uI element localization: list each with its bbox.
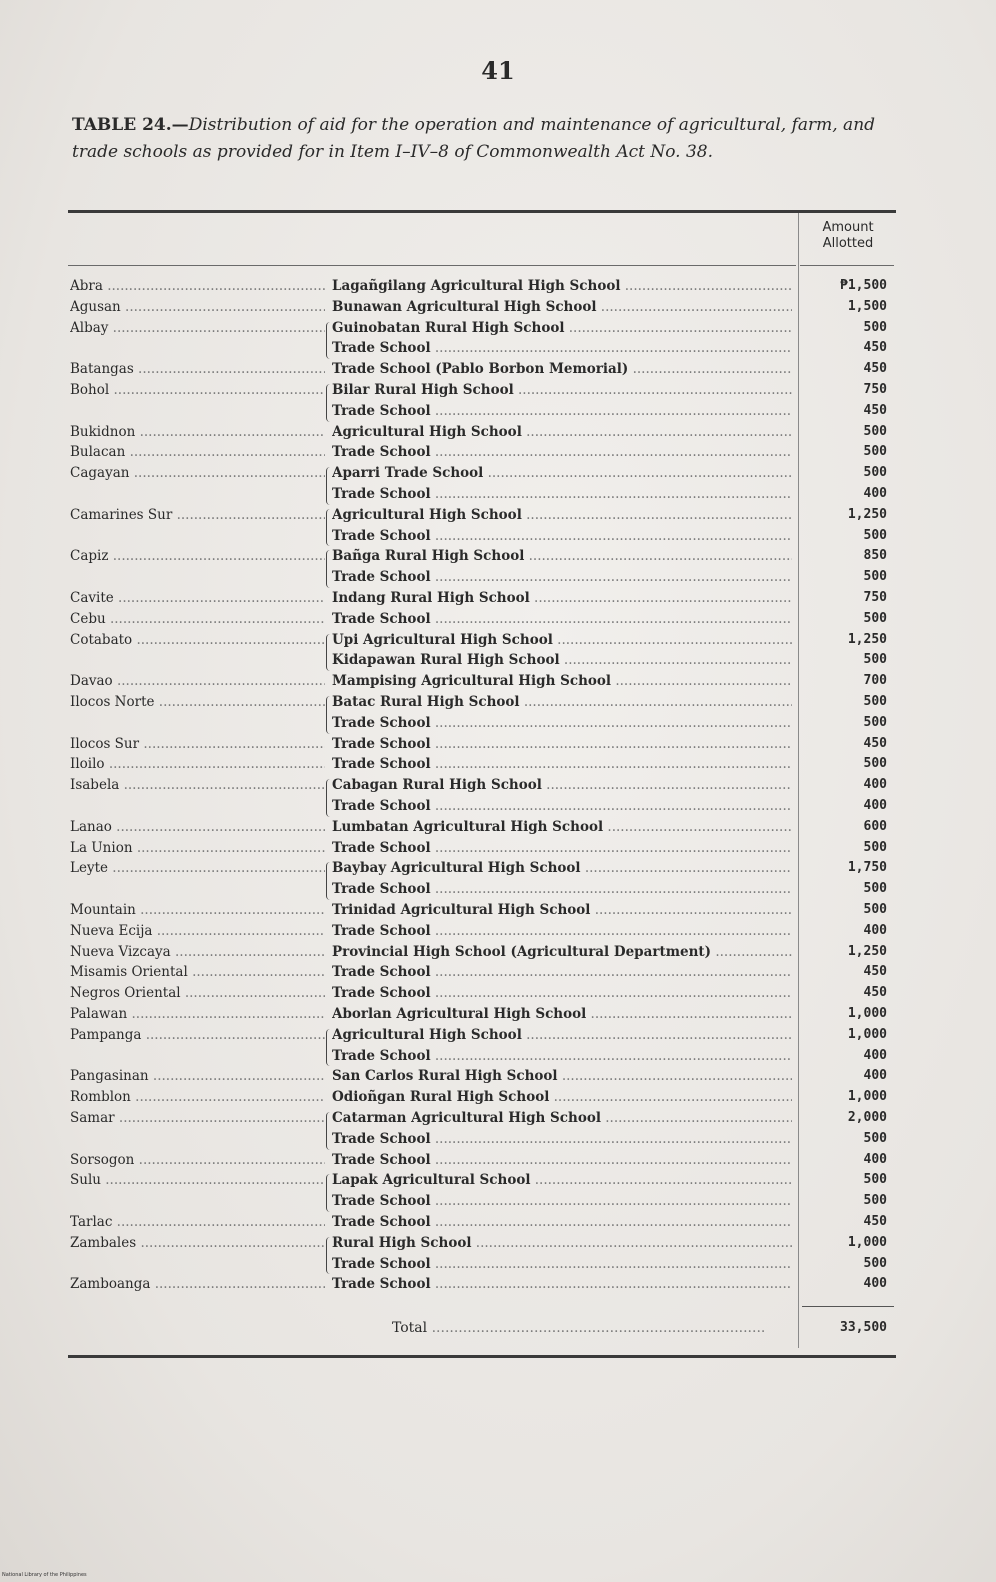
table-row xyxy=(0,1089,996,1110)
group-brace xyxy=(326,384,331,422)
table-row xyxy=(0,1172,996,1193)
amount-cell: 2,000 xyxy=(847,1110,887,1125)
province-cell: Iloilo ..... xyxy=(70,756,325,772)
header-rule-amount xyxy=(800,265,894,266)
table-row xyxy=(0,652,996,673)
school-cell: Trade School ..... xyxy=(332,569,792,585)
province-cell: Camarines Sur ..... xyxy=(70,507,325,523)
amount-cell: 500 xyxy=(863,881,887,897)
amount-cell: 450 xyxy=(863,1214,887,1229)
table-caption-lead: TABLE 24.— xyxy=(72,115,189,135)
table-row xyxy=(0,860,996,881)
table-row xyxy=(0,1131,996,1152)
table-row xyxy=(0,715,996,736)
province-cell: Agusan ..... xyxy=(70,299,325,315)
school-cell: Trade School ..... xyxy=(332,756,792,772)
amount-cell: 450 xyxy=(863,402,887,418)
amount-cell: 1,250 xyxy=(847,943,887,959)
table-caption xyxy=(72,112,902,166)
amount-cell: 750 xyxy=(863,590,887,605)
school-cell: Indang Rural High School ..... xyxy=(332,590,792,606)
province-cell: Cotabato ..... xyxy=(70,632,325,648)
table-row xyxy=(0,694,996,715)
school-cell: Trade School ..... xyxy=(332,881,792,897)
amount-cell: 500 xyxy=(863,423,887,439)
amount-cell: 500 xyxy=(863,652,887,668)
amount-cell: 400 xyxy=(863,922,887,938)
school-cell: Lumbatan Agricultural High School ..... xyxy=(332,819,792,835)
table-row xyxy=(0,548,996,569)
school-cell: Trade School ..... xyxy=(332,840,792,856)
table-row xyxy=(0,465,996,486)
province-cell: Isabela ..... xyxy=(70,777,325,793)
table-row xyxy=(0,1027,996,1048)
province-cell: Romblon ..... xyxy=(70,1089,325,1105)
total-label: Total ..... xyxy=(392,1320,792,1336)
amount-cell: 500 xyxy=(863,319,887,335)
table-row xyxy=(0,486,996,507)
province-cell: Bukidnon ..... xyxy=(70,424,325,440)
table-row xyxy=(0,507,996,528)
amount-cell: 500 xyxy=(863,465,887,481)
group-brace xyxy=(326,1237,331,1275)
table-row xyxy=(0,1048,996,1069)
school-cell: Rural High School ..... xyxy=(332,1235,792,1251)
school-cell: Trade School ..... xyxy=(332,340,792,356)
amount-cell: 400 xyxy=(863,798,887,813)
province-cell: Cavite ..... xyxy=(70,590,325,606)
amount-cell: 500 xyxy=(863,1172,887,1188)
province-cell: Pampanga ..... xyxy=(70,1027,325,1043)
table-row xyxy=(0,985,996,1006)
school-cell: Batac Rural High School ..... xyxy=(332,694,792,710)
province-cell: Nueva Vizcaya ..... xyxy=(70,944,325,960)
table-row xyxy=(0,632,996,653)
school-cell: Agricultural High School ..... xyxy=(332,507,792,523)
amount-cell: ₱1,500 xyxy=(840,278,887,293)
table-row xyxy=(0,403,996,424)
school-cell: Agricultural High School ..... xyxy=(332,424,792,440)
amount-cell: 500 xyxy=(863,610,887,626)
province-cell: Nueva Ecija ..... xyxy=(70,923,325,939)
amount-cell: 500 xyxy=(863,527,887,543)
amount-cell: 500 xyxy=(863,714,887,730)
table-row xyxy=(0,1006,996,1027)
total-amount: 33,500 xyxy=(840,1320,887,1335)
school-cell: Lapak Agricultural School ..... xyxy=(332,1172,792,1188)
province-cell: Batangas ..... xyxy=(70,361,325,377)
school-cell: Trade School (Pablo Borbon Memorial) ..... xyxy=(332,361,792,377)
table-top-rule xyxy=(68,210,896,213)
school-cell: Trade School ..... xyxy=(332,1214,792,1230)
group-brace xyxy=(326,509,331,547)
table-row xyxy=(0,590,996,611)
table-row xyxy=(0,819,996,840)
group-brace xyxy=(326,634,331,672)
table-caption-text: Distribution of aid for the operation and maintenance of agricultural, farm, and trade schools as provided for in Item I–IV–8 of Commonwealth Act No. 38. xyxy=(72,115,876,162)
province-cell: Sorsogon ..... xyxy=(70,1152,325,1168)
amount-cell: 400 xyxy=(863,1047,887,1063)
table-row xyxy=(0,944,996,965)
amount-cell: 1,750 xyxy=(847,860,887,876)
page-number: 41 xyxy=(481,56,515,85)
province-cell: Zambales ..... xyxy=(70,1235,325,1251)
school-cell: Kidapawan Rural High School ..... xyxy=(332,652,792,668)
province-cell: Abra ..... xyxy=(70,278,325,294)
school-cell: Trade School ..... xyxy=(332,1193,792,1209)
province-cell: Capiz ..... xyxy=(70,548,325,564)
amount-cell: 500 xyxy=(863,902,887,917)
footer-credit: National Library of the Philippines xyxy=(2,1572,87,1578)
amount-cell: 500 xyxy=(863,444,887,460)
school-cell: Trade School ..... xyxy=(332,798,792,814)
province-cell: Pangasinan ..... xyxy=(70,1068,325,1084)
table-row xyxy=(0,340,996,361)
table-row xyxy=(0,964,996,985)
table-row xyxy=(0,611,996,632)
amount-cell: 850 xyxy=(863,548,887,564)
school-cell: Trade School ..... xyxy=(332,528,792,544)
table-row xyxy=(0,1256,996,1277)
amount-cell: 1,250 xyxy=(847,631,887,647)
table-row xyxy=(0,299,996,320)
group-brace xyxy=(326,1029,331,1067)
amount-column-header xyxy=(803,220,893,252)
school-cell: Trade School ..... xyxy=(332,964,792,980)
table-row xyxy=(0,1214,996,1235)
school-cell: Trade School ..... xyxy=(332,403,792,419)
table-row xyxy=(0,881,996,902)
school-cell: Trade School ..... xyxy=(332,1276,792,1292)
table-row xyxy=(0,1152,996,1173)
group-brace xyxy=(326,467,331,505)
amount-cell: 400 xyxy=(863,1151,887,1167)
table-row xyxy=(0,902,996,923)
province-cell: La Union ..... xyxy=(70,840,325,856)
province-cell: Bohol ..... xyxy=(70,382,325,398)
school-cell: Trade School ..... xyxy=(332,444,792,460)
table-row xyxy=(0,923,996,944)
amount-cell: 500 xyxy=(863,756,887,772)
table-row xyxy=(0,1068,996,1089)
table-row xyxy=(0,1276,996,1297)
amount-cell: 700 xyxy=(863,673,887,689)
amount-cell: 500 xyxy=(863,694,887,709)
amount-cell: 400 xyxy=(863,1068,887,1084)
amount-cell: 450 xyxy=(863,340,887,356)
table-row xyxy=(0,424,996,445)
school-cell: Trade School ..... xyxy=(332,1048,792,1064)
table-bottom-rule xyxy=(68,1355,896,1358)
school-cell: Mampising Agricultural High School ..... xyxy=(332,673,792,689)
table-row xyxy=(0,1235,996,1256)
total-rule xyxy=(802,1306,894,1307)
province-cell: Mountain ..... xyxy=(70,902,325,918)
province-cell: Sulu ..... xyxy=(70,1172,325,1188)
province-cell: Davao ..... xyxy=(70,673,325,689)
province-cell: Negros Oriental ..... xyxy=(70,985,325,1001)
province-cell: Misamis Oriental ..... xyxy=(70,964,325,980)
table-row xyxy=(0,756,996,777)
school-cell: Aborlan Agricultural High School ..... xyxy=(332,1006,792,1022)
group-brace xyxy=(326,322,331,360)
school-cell: Bunawan Agricultural High School ..... xyxy=(332,299,792,315)
amount-cell: 450 xyxy=(863,964,887,980)
school-cell: Trade School ..... xyxy=(332,611,792,627)
school-cell: Upi Agricultural High School ..... xyxy=(332,632,792,648)
province-cell: Palawan ..... xyxy=(70,1006,325,1022)
table-row xyxy=(0,320,996,341)
school-cell: Cabagan Rural High School ..... xyxy=(332,777,792,793)
school-cell: Trade School ..... xyxy=(332,923,792,939)
group-brace xyxy=(326,862,331,900)
total-row xyxy=(0,1320,996,1342)
school-cell: Trade School ..... xyxy=(332,736,792,752)
group-brace xyxy=(326,779,331,817)
school-cell: Trade School ..... xyxy=(332,1256,792,1272)
school-cell: Catarman Agricultural High School ..... xyxy=(332,1110,792,1126)
amount-cell: 1,250 xyxy=(847,506,887,522)
table-row xyxy=(0,382,996,403)
school-cell: Bilar Rural High School ..... xyxy=(332,382,792,398)
school-cell: Bañga Rural High School ..... xyxy=(332,548,792,564)
table-row xyxy=(0,569,996,590)
school-cell: San Carlos Rural High School ..... xyxy=(332,1068,792,1084)
table-row xyxy=(0,673,996,694)
school-cell: Trade School ..... xyxy=(332,1152,792,1168)
school-cell: Aparri Trade School ..... xyxy=(332,465,792,481)
school-cell: Odioñgan Rural High School ..... xyxy=(332,1089,792,1105)
table-row xyxy=(0,736,996,757)
school-cell: Provincial High School (Agricultural Department) ..... xyxy=(332,944,792,960)
table-row xyxy=(0,1193,996,1214)
province-cell: Lanao ..... xyxy=(70,819,325,835)
province-cell: Leyte ..... xyxy=(70,860,325,876)
school-cell: Lagañgilang Agricultural High School ..... xyxy=(332,278,792,294)
school-cell: Trade School ..... xyxy=(332,1131,792,1147)
table-row xyxy=(0,777,996,798)
table-row xyxy=(0,528,996,549)
table-row xyxy=(0,1110,996,1131)
amount-cell: 1,000 xyxy=(847,1026,887,1042)
school-cell: Trade School ..... xyxy=(332,985,792,1001)
amount-cell: 450 xyxy=(863,361,887,377)
province-cell: Albay ..... xyxy=(70,320,325,336)
school-cell: Baybay Agricultural High School ..... xyxy=(332,860,792,876)
amount-cell: 500 xyxy=(863,1130,887,1146)
province-cell: Zamboanga ..... xyxy=(70,1276,325,1292)
amount-cell: 1,500 xyxy=(847,298,887,314)
amount-cell: 500 xyxy=(863,1255,887,1271)
group-brace xyxy=(326,1112,331,1150)
amount-cell: 500 xyxy=(863,839,887,855)
group-brace xyxy=(326,1174,331,1212)
amount-cell: 450 xyxy=(863,735,887,751)
school-cell: Trade School ..... xyxy=(332,486,792,502)
amount-cell: 400 xyxy=(863,1276,887,1292)
amount-cell: 750 xyxy=(863,382,887,397)
amount-header-line2: Allotted xyxy=(822,236,874,251)
amount-cell: 500 xyxy=(863,1193,887,1209)
group-brace xyxy=(326,550,331,588)
table-row xyxy=(0,361,996,382)
table-row xyxy=(0,278,996,299)
amount-cell: 1,000 xyxy=(847,1234,887,1250)
amount-cell: 1,000 xyxy=(847,1006,887,1021)
table-row xyxy=(0,840,996,861)
amount-cell: 1,000 xyxy=(847,1089,887,1105)
header-rule xyxy=(68,265,796,266)
school-cell: Trinidad Agricultural High School ..... xyxy=(332,902,792,918)
group-brace xyxy=(326,696,331,734)
school-cell: Guinobatan Rural High School ..... xyxy=(332,320,792,336)
table-row xyxy=(0,444,996,465)
province-cell: Ilocos Sur ..... xyxy=(70,736,325,752)
amount-cell: 500 xyxy=(863,569,887,585)
school-cell: Agricultural High School ..... xyxy=(332,1027,792,1043)
amount-cell: 450 xyxy=(863,985,887,1001)
amount-cell: 400 xyxy=(863,777,887,793)
amount-cell: 400 xyxy=(863,486,887,501)
amount-cell: 600 xyxy=(863,818,887,834)
province-cell: Cagayan ..... xyxy=(70,465,325,481)
school-cell: Trade School ..... xyxy=(332,715,792,731)
province-cell: Bulacan ..... xyxy=(70,444,325,460)
province-cell: Cebu ..... xyxy=(70,611,325,627)
table-row xyxy=(0,798,996,819)
province-cell: Tarlac ..... xyxy=(70,1214,325,1230)
province-cell: Samar ..... xyxy=(70,1110,325,1126)
amount-header-line1: Amount xyxy=(822,220,874,235)
province-cell: Ilocos Norte ..... xyxy=(70,694,325,710)
